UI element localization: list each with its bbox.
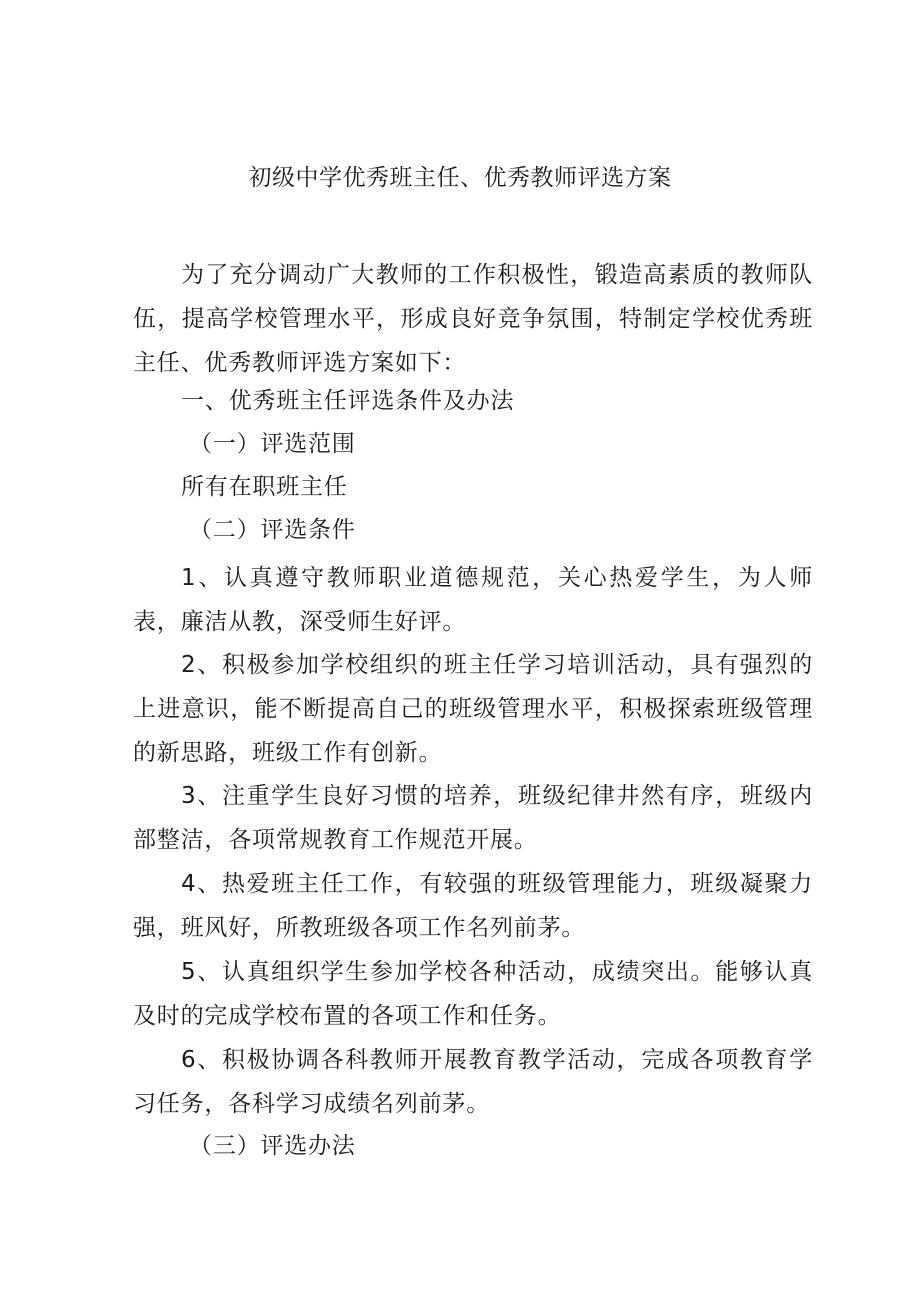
criteria-item-text: 、积极参加学校组织的班主任学习培训活动，具有强烈的上进意识，能不断提高自己的班级管理水平，积极探索班级管理的新思路，班级工作有创新。	[133, 652, 813, 766]
criteria-item-number: 4	[181, 871, 197, 897]
section-1-heading: 一、优秀班主任评选条件及办法	[181, 388, 515, 414]
criteria-item	[133, 862, 813, 950]
document-title: 初级中学优秀班主任、优秀教师评选方案	[248, 165, 672, 191]
subsection-1-heading: （一）评选范围	[189, 431, 356, 457]
criteria-item-text: 、注重学生良好习惯的培养，班级纪律井然有序，班级内部整洁，各项常规教育工作规范开展。	[133, 783, 813, 853]
criteria-item	[133, 643, 813, 775]
subsection-2-heading: （二）评选条件	[189, 517, 356, 543]
intro-paragraph: 为了充分调动广大教师的工作积极性，锻造高素质的教师队伍，提高学校管理水平，形成良好竞争氛围，特制定学校优秀班主任、优秀教师评选方案如下：	[133, 262, 813, 376]
criteria-item-text: 、积极协调各科教师开展教育教学活动，完成各项教育学习任务，各科学习成绩名列前茅。	[133, 1047, 813, 1117]
criteria-item-number: 2	[181, 652, 197, 678]
criteria-item	[133, 556, 813, 644]
criteria-item-number: 6	[181, 1047, 197, 1073]
criteria-item-text: 、热爱班主任工作，有较强的班级管理能力，班级凝聚力强，班风好，所教班级各项工作名列前茅。	[133, 871, 813, 941]
subsection-1-text: 所有在职班主任	[181, 474, 348, 500]
criteria-item-number: 5	[181, 959, 197, 985]
criteria-item	[133, 1038, 813, 1126]
subsection-3-heading: （三）评选办法	[189, 1133, 356, 1159]
criteria-item-number: 1	[181, 565, 197, 591]
criteria-item	[133, 950, 813, 1038]
criteria-item-text: 、认真遵守教师职业道德规范，关心热爱学生，为人师表，廉洁从教，深受师生好评。	[133, 565, 813, 635]
criteria-item-number: 3	[181, 783, 197, 809]
criteria-item	[133, 774, 813, 862]
criteria-item-text: 、认真组织学生参加学校各种活动，成绩突出。能够认真及时的完成学校布置的各项工作和任务。	[133, 959, 813, 1029]
